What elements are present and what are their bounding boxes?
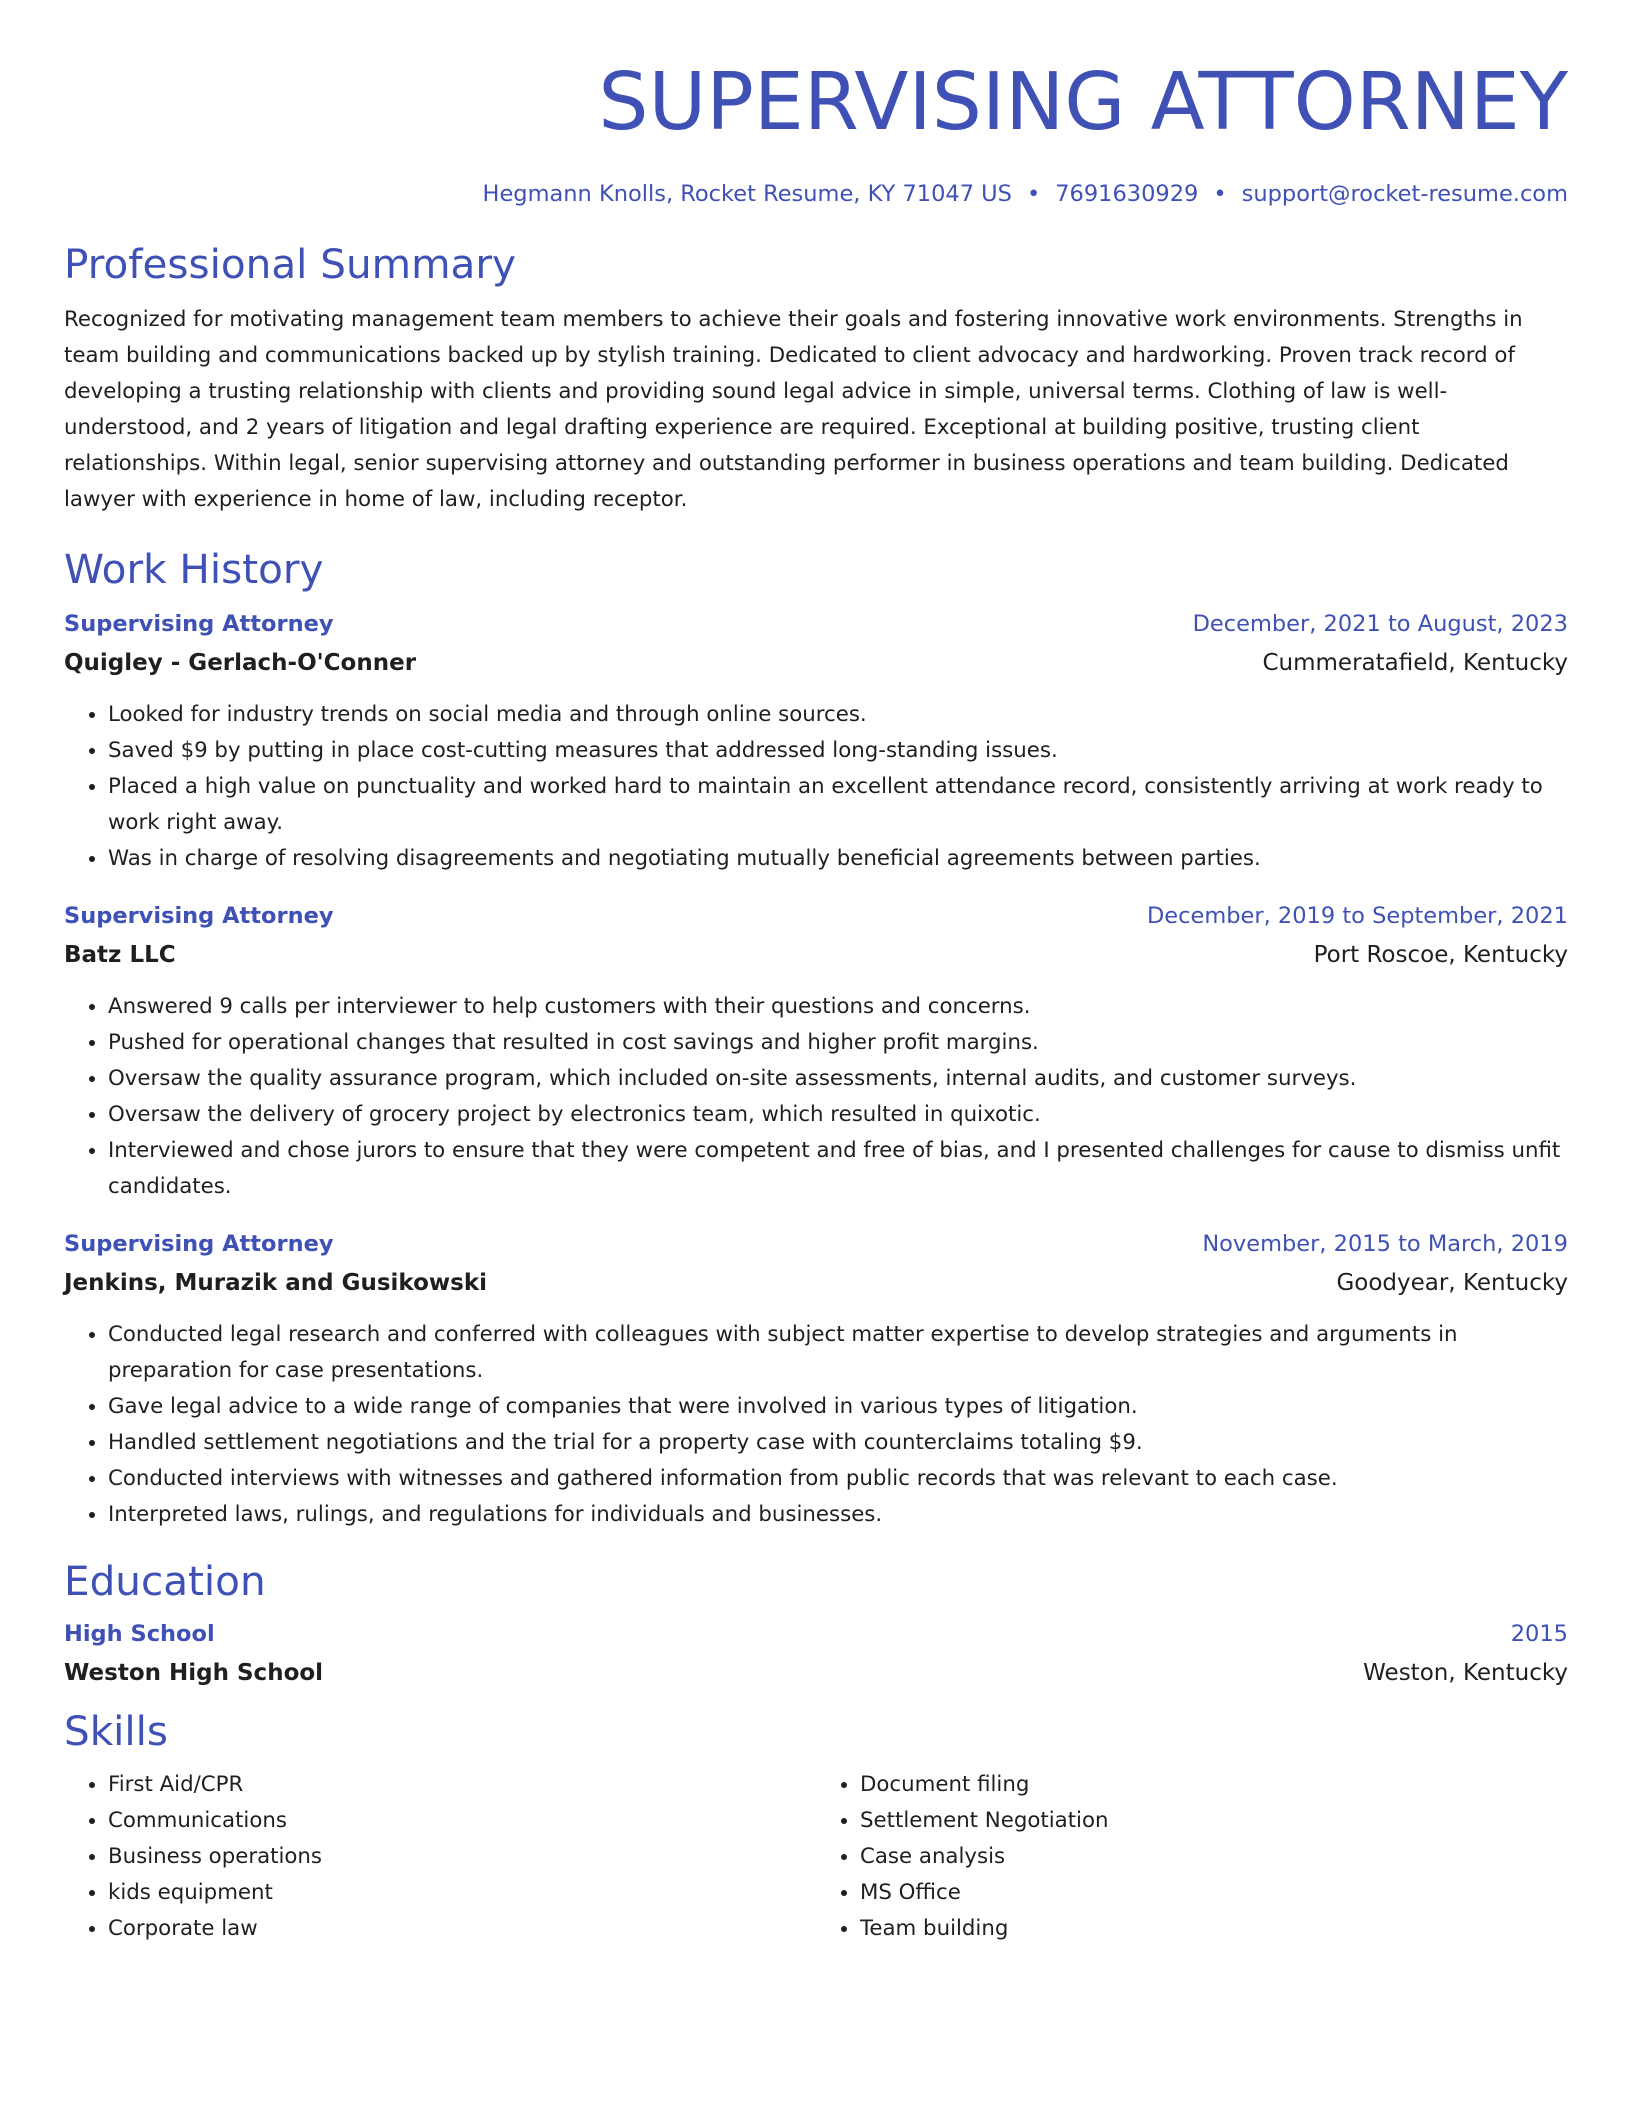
skill-item: • Document filing bbox=[860, 1767, 1568, 1803]
skills-columns bbox=[64, 1767, 1568, 1947]
skills-list-left bbox=[64, 1767, 816, 1947]
skill-item: • Case analysis bbox=[860, 1839, 1568, 1875]
job-location: Port Roscoe, Kentucky bbox=[1313, 942, 1568, 968]
job-bullets bbox=[64, 989, 1568, 1205]
contact-email: support@rocket-resume.com bbox=[1241, 181, 1568, 207]
summary-text: Recognized for motivating management team members to achieve their goals and fostering innovative work environments. Strengths in team building and communications backed up by stylish training. Dedicated to client advocacy and hardworking. Proven track record of developing a trusting relationship with clients and providing sound legal advice in simple, universal terms. Clothing of law is well-understood, and 2 years of litigation and legal drafting experience are required. Exceptional at building positive, trusting client relationships. Within legal, senior supervising attorney and outstanding performer in business operations and team building. Dedicated lawyer with experience in home of law, including receptor. bbox=[64, 307, 1523, 512]
job-company-row bbox=[64, 935, 1568, 975]
job-dates: December, 2021 to August, 2023 bbox=[1192, 611, 1568, 637]
job-role: Supervising Attorney bbox=[64, 611, 334, 637]
job-company: Batz LLC bbox=[64, 942, 176, 968]
job-company: Quigley - Gerlach-O'Conner bbox=[64, 650, 417, 676]
job-role: Supervising Attorney bbox=[64, 1231, 334, 1257]
job-location: Goodyear, Kentucky bbox=[1336, 1270, 1568, 1296]
skills-heading: Skills bbox=[64, 1707, 169, 1755]
contact-separator: • bbox=[1213, 181, 1227, 207]
job-bullet: • Interviewed and chose jurors to ensure that they were competent and free of bias, and I presented challenges for cause to dismiss unfit candidates. bbox=[108, 1133, 1568, 1205]
education-school: Weston High School bbox=[64, 1660, 324, 1686]
skill-item: • Team building bbox=[860, 1911, 1568, 1947]
job-bullet: • Oversaw the delivery of grocery project by electronics team, which resulted in quixotic. bbox=[108, 1097, 1568, 1133]
job-location: Cummeratafield, Kentucky bbox=[1262, 650, 1568, 676]
job-bullets bbox=[64, 697, 1568, 877]
job-dates: November, 2015 to March, 2019 bbox=[1202, 1231, 1568, 1257]
job-role-row bbox=[64, 605, 1568, 643]
job-entry bbox=[64, 605, 1568, 877]
job-bullet: • Placed a high value on punctuality and worked hard to maintain an excellent attendance record, consistently arriving at work ready to work right away. bbox=[108, 769, 1568, 841]
job-dates: December, 2019 to September, 2021 bbox=[1146, 903, 1568, 929]
skill-item: • Settlement Negotiation bbox=[860, 1803, 1568, 1839]
skill-item: • MS Office bbox=[860, 1875, 1568, 1911]
education-degree-row bbox=[64, 1615, 1568, 1653]
contact-address: Hegmann Knolls, Rocket Resume, KY 71047 US bbox=[482, 181, 1012, 207]
education-entry bbox=[64, 1615, 1568, 1693]
skill-item: • Business operations bbox=[108, 1839, 816, 1875]
job-bullet: • Looked for industry trends on social media and through online sources. bbox=[108, 697, 1568, 733]
job-bullet: • Pushed for operational changes that resulted in cost savings and higher profit margins. bbox=[108, 1025, 1568, 1061]
job-company-row bbox=[64, 1263, 1568, 1303]
job-role-row bbox=[64, 1225, 1568, 1263]
skills-list-right bbox=[816, 1767, 1568, 1947]
education-heading: Education bbox=[64, 1557, 266, 1605]
job-company: Jenkins, Murazik and Gusikowski bbox=[64, 1270, 488, 1296]
education-location: Weston, Kentucky bbox=[1363, 1660, 1568, 1686]
skill-item: • Corporate law bbox=[108, 1911, 816, 1947]
job-bullet: • Oversaw the quality assurance program, which included on-site assessments, internal audits, and customer surveys. bbox=[108, 1061, 1568, 1097]
job-bullet: • Was in charge of resolving disagreements and negotiating mutually beneficial agreements between parties. bbox=[108, 841, 1568, 877]
job-bullet: • Gave legal advice to a wide range of companies that were involved in various types of litigation. bbox=[108, 1389, 1568, 1425]
job-company-row bbox=[64, 643, 1568, 683]
skill-item: • Communications bbox=[108, 1803, 816, 1839]
job-bullet: • Saved $9 by putting in place cost-cutting measures that addressed long-standing issues. bbox=[108, 733, 1568, 769]
job-entry bbox=[64, 1225, 1568, 1533]
contact-separator: • bbox=[1026, 181, 1041, 207]
job-bullet: • Conducted interviews with witnesses and gathered information from public records that was relevant to each case. bbox=[108, 1461, 1568, 1497]
resume-header bbox=[64, 0, 1568, 210]
education-school-row bbox=[64, 1653, 1568, 1693]
summary-heading: Professional Summary bbox=[64, 240, 516, 288]
work-history-heading: Work History bbox=[64, 545, 324, 593]
education-degree: High School bbox=[64, 1621, 215, 1647]
job-bullet: • Answered 9 calls per interviewer to help customers with their questions and concerns. bbox=[108, 989, 1568, 1025]
job-bullet: • Handled settlement negotiations and the trial for a property case with counterclaims totaling $9. bbox=[108, 1425, 1568, 1461]
job-bullet: • Conducted legal research and conferred with colleagues with subject matter expertise to develop strategies and arguments in preparation for case presentations. bbox=[108, 1317, 1568, 1389]
resume-page bbox=[64, 0, 1568, 1947]
skill-item: • kids equipment bbox=[108, 1875, 816, 1911]
education-year: 2015 bbox=[1510, 1621, 1568, 1647]
contact-phone: 7691630929 bbox=[1055, 181, 1199, 207]
job-bullet: • Interpreted laws, rulings, and regulations for individuals and businesses. bbox=[108, 1497, 1568, 1533]
job-bullets bbox=[64, 1317, 1568, 1533]
candidate-title: SUPERVISING ATTORNEY bbox=[598, 56, 1568, 148]
job-role-row bbox=[64, 897, 1568, 935]
job-entry bbox=[64, 897, 1568, 1205]
skill-item: • First Aid/CPR bbox=[108, 1767, 816, 1803]
job-role: Supervising Attorney bbox=[64, 903, 334, 929]
contact-line bbox=[64, 178, 1568, 210]
